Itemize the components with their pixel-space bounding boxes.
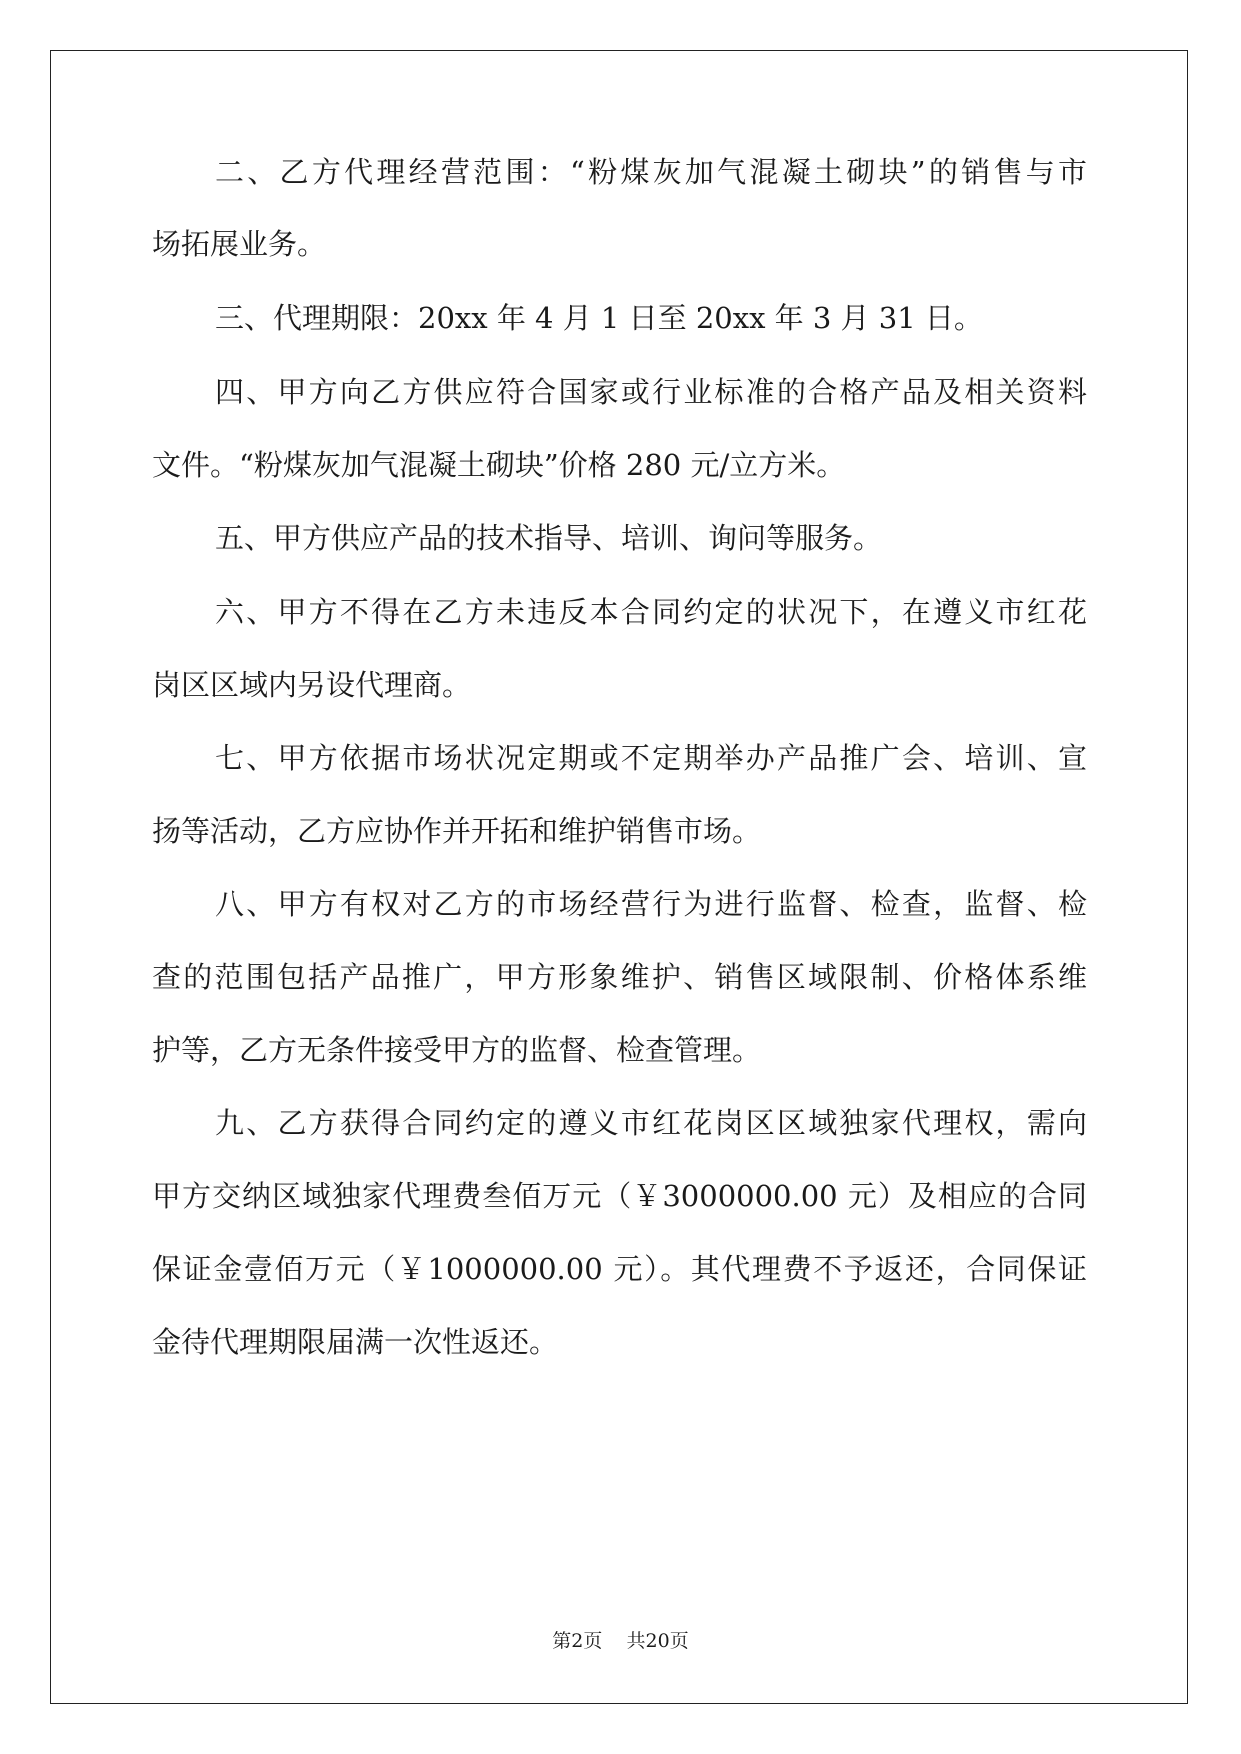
paragraph-2-line-2: 场拓展业务。 <box>152 227 327 261</box>
footer-gap <box>602 1630 626 1652</box>
paragraph-9-line-2: 甲方交纳区域独家代理费叁佰万元（￥3000000.00 元）及相应的合同 <box>152 1179 1087 1213</box>
paragraph-5-line-1: 五、甲方供应产品的技术指导、培训、询问等服务。 <box>215 521 883 555</box>
paragraph-9-line-4: 金待代理期限届满一次性返还。 <box>152 1325 559 1359</box>
paragraph-4-line-1: 四、甲方向乙方供应符合国家或行业标准的合格产品及相关资料 <box>215 375 1087 409</box>
paragraph-2-line-1: 二、乙方代理经营范围：“粉煤灰加气混凝土砌块”的销售与市 <box>215 155 1087 189</box>
paragraph-4-line-2: 文件。“粉煤灰加气混凝土砌块”价格 280 元/立方米。 <box>152 448 846 482</box>
paragraph-6-line-1: 六、甲方不得在乙方未违反本合同约定的状况下，在遵义市红花 <box>215 595 1087 629</box>
page-total: 共20页 <box>626 1630 689 1652</box>
paragraph-8-line-2: 查的范围包括产品推广，甲方形象维护、销售区域限制、价格体系维 <box>152 960 1087 994</box>
page-footer <box>0 1626 1241 1653</box>
page-number: 第2页 <box>552 1630 603 1652</box>
paragraph-9-line-1: 九、乙方获得合同约定的遵义市红花岗区区域独家代理权，需向 <box>215 1106 1087 1140</box>
paragraph-8-line-1: 八、甲方有权对乙方的市场经营行为进行监督、检查，监督、检 <box>215 887 1087 921</box>
paragraph-8-line-3: 护等，乙方无条件接受甲方的监督、检查管理。 <box>152 1033 762 1067</box>
paragraph-3-line-1: 三、代理期限：20xx 年 4 月 1 日至 20xx 年 3 月 31 日。 <box>215 301 983 335</box>
paragraph-9-line-3: 保证金壹佰万元（￥1000000.00 元）。其代理费不予返还，合同保证 <box>152 1252 1087 1286</box>
paragraph-6-line-2: 岗区区域内另设代理商。 <box>152 668 472 702</box>
paragraph-7-line-1: 七、甲方依据市场状况定期或不定期举办产品推广会、培训、宣 <box>215 741 1087 775</box>
paragraph-7-line-2: 扬等活动，乙方应协作并开拓和维护销售市场。 <box>152 814 762 848</box>
